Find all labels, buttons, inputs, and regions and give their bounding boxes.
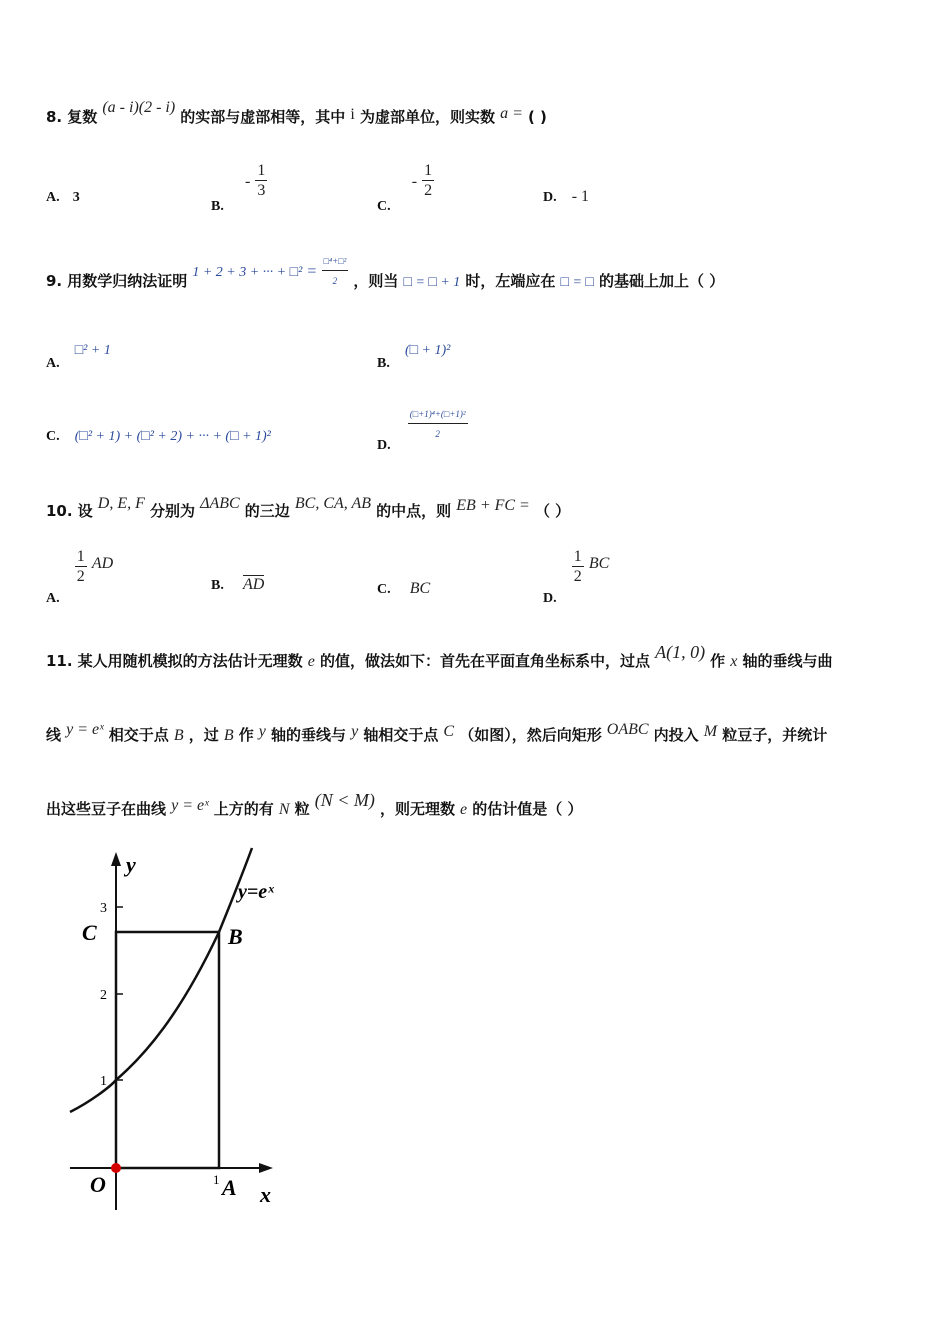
q8-option-b[interactable]: B. - $\frac{1}{3}$ [211,162,266,214]
x-axis-arrow [259,1163,273,1173]
question-11-line-3: 出这些豆子在曲线 y = eˣ 上方的有 N 粒 (N < M) ，则无理数 e 的估计值是（ ） [46,790,583,818]
q9-option-b[interactable]: B. (□ + 1)² [377,343,451,371]
question-9: 9. 用数学归纳法证明 1 + 2 + 3 + ··· + □² = $\frac{\text{□⁴+□²}}{2}$ ，则当 □ = □ + 1 时，左端应在 □ = □ 的基础上加上（ ） [46,262,724,301]
q8-i: i [350,106,355,123]
q8-paren: ( ) [527,108,547,126]
graph-figure [60,840,320,1225]
rectangle-oabc [116,932,219,1168]
q10-option-d[interactable]: D. $\frac{1}{2}$ BC [543,548,610,606]
curve-label: y=eˣ [238,881,274,903]
point-c-label: C [82,920,97,945]
x-axis-label: x [260,1182,271,1207]
q8-text-pre: 复数 [67,108,98,126]
q9-lhs: 1 + 2 + 3 + ··· + □² [192,265,303,280]
question-11-line-2: 线 y = eˣ 相交于点 B ，过 B 作 y 轴的垂线与 y 轴相交于点 C （如图），然后向矩形 OABC 内投入 M 粒豆子，并统计 [46,721,828,744]
tick-label-3: 3 [100,901,107,916]
tick-label-x1: 1 [213,1172,220,1187]
tick-label-2: 2 [100,988,107,1003]
q9-option-d[interactable]: D. $\frac{\text{(□+1)⁴+(□+1)²}}{2}$ [377,405,468,444]
tick-label-1: 1 [100,1074,107,1089]
q10-option-c[interactable]: C. BC [377,580,431,597]
question-8 [46,99,547,127]
q8-var: a = [500,105,523,122]
q8-expression: (a - i)(2 - i) [102,99,176,116]
y-axis-arrow [111,852,121,866]
q10-option-a[interactable]: A. $\frac{1}{2}$ AD [46,548,114,606]
q8-text-post: 为虚部单位，则实数 [359,108,495,126]
origin-label: O [90,1172,106,1197]
q8-option-d[interactable]: D. - 1 [543,188,590,205]
q8-option-a[interactable]: A. 3 [46,190,80,205]
question-10: 10. 设 D, E, F 分别为 ΔABC 的三边 BC, CA, AB 的中点，则 EB + FC = （ ） [46,495,571,520]
y-axis-label: y [126,852,136,877]
exponential-curve [70,848,252,1112]
q9-option-c[interactable]: C. (□² + 1) + (□² + 2) + ··· + (□ + 1)² [46,429,271,444]
point-b-label: B [228,924,243,949]
q9-option-a[interactable]: A. □² + 1 [46,343,111,371]
q8-option-c[interactable]: C. - $\frac{1}{2}$ [377,162,433,214]
q8-number: 8. [46,108,63,126]
question-11-line-1: 11. 某人用随机模拟的方法估计无理数 e 的值，做法如下：首先在平面直角坐标系中，过点 A(1, 0) 作 x 轴的垂线与曲 [46,642,833,670]
point-a-label: A [222,1175,237,1200]
q10-option-b[interactable]: B. AD [211,576,265,593]
q8-text-mid: 的实部与虚部相等，其中 [180,108,346,126]
origin-dot [111,1163,121,1173]
q9-rhs: $\frac{\text{□⁴+□²}}{2}$ [322,252,349,291]
